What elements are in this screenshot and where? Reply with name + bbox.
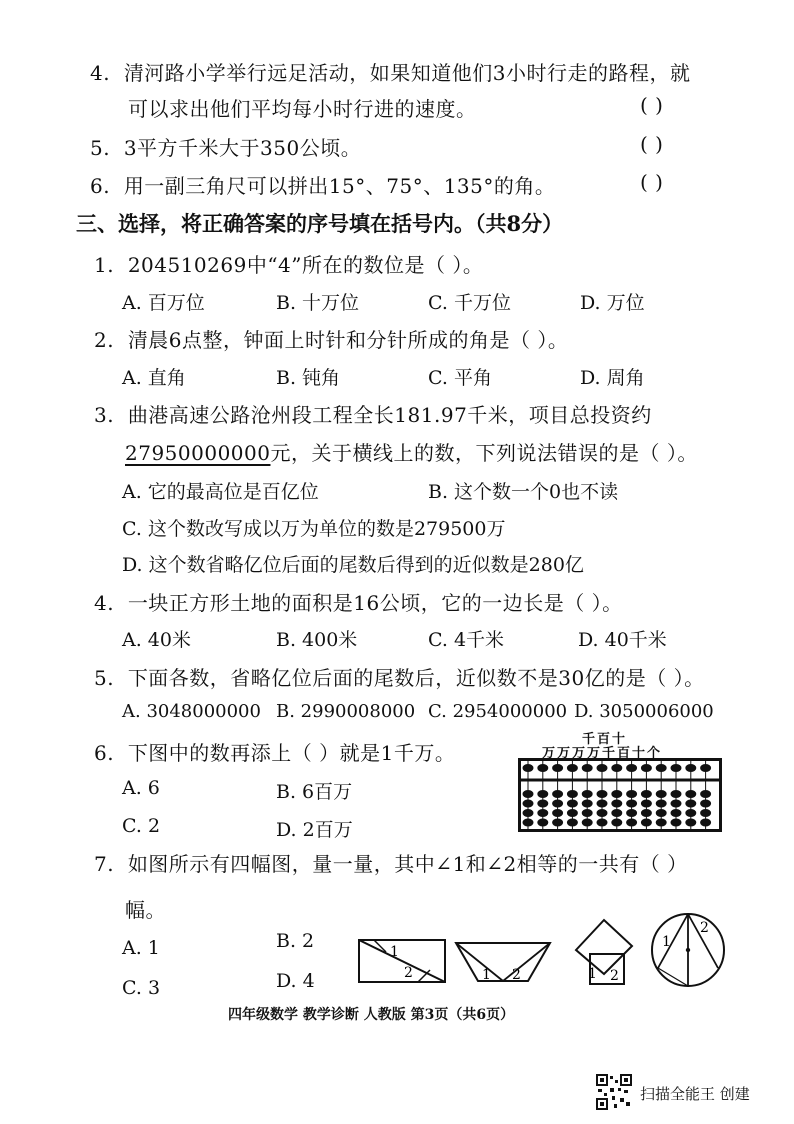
q1-option-b[interactable]: B. 十万位 <box>276 292 360 314</box>
abacus-bead <box>597 764 608 772</box>
q5-option-a[interactable]: A. 3048000000 <box>122 701 261 722</box>
abacus-bead <box>626 800 637 808</box>
abacus-bead <box>552 809 563 817</box>
angle-label-2: 2 <box>404 965 413 981</box>
abacus-bead <box>626 790 637 798</box>
abacus-bead <box>671 819 682 827</box>
abacus-bead <box>611 800 622 808</box>
q5-option-b[interactable]: B. 2990008000 <box>276 701 416 722</box>
q3-option-c[interactable]: C. 这个数改写成以万为单位的数是279500万 <box>122 518 506 540</box>
abacus-bead <box>567 800 578 808</box>
q6-option-d[interactable]: D. 2百万 <box>276 819 353 841</box>
q-text: 一块正方形土地的面积是16公顷，它的一边长是（ ）。 <box>127 591 623 615</box>
underlined-number: 27950000000 <box>125 441 271 465</box>
abacus-bead <box>537 800 548 808</box>
q7-stem-line2: 幅。 <box>125 898 166 922</box>
abacus-bead <box>656 790 667 798</box>
abacus-bead <box>656 764 667 772</box>
abacus-bead <box>523 819 534 827</box>
abacus-bead <box>552 764 563 772</box>
angle-label-1: 1 <box>390 944 399 960</box>
abacus-bead <box>567 764 578 772</box>
q6-stem <box>94 737 455 766</box>
q6-option-b[interactable]: B. 6百万 <box>276 781 353 803</box>
abacus-bead <box>523 800 534 808</box>
abacus-bead <box>700 800 711 808</box>
abacus-bead <box>582 764 593 772</box>
abacus-bead <box>611 764 622 772</box>
q7-option-d[interactable]: D. 4 <box>276 970 315 992</box>
q6-option-a[interactable]: A. 6 <box>122 777 160 799</box>
angle-label-1: 1 <box>588 966 597 982</box>
abacus-bead <box>552 819 563 827</box>
q2-option-a[interactable]: A. 直角 <box>122 367 186 389</box>
angle-label-1: 1 <box>662 934 671 950</box>
abacus-bead <box>685 790 696 798</box>
abacus-bead <box>656 809 667 817</box>
abacus-bead <box>685 800 696 808</box>
angle-label-2: 2 <box>512 967 521 983</box>
abacus-bead <box>656 819 667 827</box>
q3-option-a[interactable]: A. 它的最高位是百亿位 <box>122 481 319 503</box>
q2-option-b[interactable]: B. 钝角 <box>276 367 341 389</box>
q4-option-a[interactable]: A. 40米 <box>122 629 191 651</box>
q1-option-c[interactable]: C. 千万位 <box>428 292 511 314</box>
page-footer: 四年级数学 教学诊断 人教版 第3页（共6页） <box>228 1007 515 1023</box>
q1-option-d[interactable]: D. 万位 <box>580 292 645 314</box>
abacus-bead <box>537 790 548 798</box>
abacus-bead <box>641 809 652 817</box>
abacus-bead <box>523 790 534 798</box>
judge-6 <box>90 170 555 199</box>
abacus-bead <box>567 809 578 817</box>
section3-title: 三、选择，将正确答案的序号填在括号内。（共8分） <box>76 211 564 236</box>
abacus-bead <box>611 809 622 817</box>
item-text: 3平方千米大于350公顷。 <box>123 136 362 160</box>
abacus-bead <box>700 790 711 798</box>
abacus-bead <box>582 800 593 808</box>
abacus-bead <box>700 764 711 772</box>
q-number: 4. <box>94 591 115 615</box>
abacus-bead <box>537 764 548 772</box>
q-text: 曲港高速公路沧州段工程全长181.97千米，项目总投资约 <box>127 403 652 427</box>
abacus-label-bottom: 万万万万千百十个 <box>542 746 663 761</box>
abacus-bead <box>656 800 667 808</box>
q-text: 下图中的数再添上（ ）就是1千万。 <box>127 741 456 765</box>
abacus-bead <box>671 790 682 798</box>
q-text: 清晨6点整，钟面上时针和分针所成的角是（ ）。 <box>127 328 569 352</box>
q-number: 3. <box>94 403 115 427</box>
abacus-bead <box>671 800 682 808</box>
q3-stem-line1 <box>94 399 652 428</box>
abacus-bead <box>685 809 696 817</box>
abacus-bead <box>671 809 682 817</box>
abacus-bead <box>700 819 711 827</box>
abacus-bead <box>611 819 622 827</box>
q5-option-d[interactable]: D. 3050006000 <box>574 701 714 722</box>
q-number: 6. <box>94 741 115 765</box>
angle-label-1: 1 <box>482 967 491 983</box>
angle-figure-rectangle <box>356 912 448 984</box>
q4-option-c[interactable]: C. 4千米 <box>428 629 505 651</box>
q-text: 204510269中“4”所在的数位是（ ）。 <box>127 253 484 277</box>
abacus-bead <box>641 764 652 772</box>
qr-code-icon <box>596 1074 632 1110</box>
q7-option-a[interactable]: A. 1 <box>122 937 160 959</box>
q5-option-c[interactable]: C. 2954000000 <box>428 701 568 722</box>
abacus-label-top: 千百十 <box>582 732 628 747</box>
q3-option-d[interactable]: D. 这个数省略亿位后面的尾数后得到的近似数是280亿 <box>122 554 584 576</box>
q-number: 1. <box>94 253 115 277</box>
abacus-bead <box>567 819 578 827</box>
abacus-bead <box>597 790 608 798</box>
q2-option-d[interactable]: D. 周角 <box>580 367 645 389</box>
q-number: 5. <box>94 666 115 690</box>
q2-stem <box>94 324 568 353</box>
angle-figure-trapezoid <box>454 935 552 985</box>
abacus-bead <box>582 809 593 817</box>
item-text: 清河路小学举行远足活动，如果知道他们3小时行走的路程，就 <box>123 61 691 85</box>
abacus-bead <box>597 809 608 817</box>
abacus-bead <box>582 819 593 827</box>
abacus-bead <box>685 764 696 772</box>
answer-paren-6[interactable]: ( ) <box>640 170 664 194</box>
judge-4-line1 <box>90 57 691 86</box>
q1-stem <box>94 249 483 278</box>
q1-option-a[interactable]: A. 百万位 <box>122 292 205 314</box>
q4-option-d[interactable]: D. 40千米 <box>578 629 667 651</box>
q6-option-c[interactable]: C. 2 <box>122 815 161 837</box>
abacus-bead <box>626 764 637 772</box>
q4-stem <box>94 587 623 616</box>
abacus-bead <box>552 790 563 798</box>
abacus-bead <box>641 790 652 798</box>
q5-stem <box>94 662 705 691</box>
angle-label-2: 2 <box>610 968 619 984</box>
q-number: 7. <box>94 852 115 876</box>
abacus-bead <box>700 809 711 817</box>
abacus-bead <box>552 800 563 808</box>
item-number: 5. <box>90 136 111 160</box>
abacus-bead <box>685 819 696 827</box>
q-number: 2. <box>94 328 115 352</box>
q7-option-b[interactable]: B. 2 <box>276 930 315 952</box>
abacus-bead <box>597 819 608 827</box>
answer-paren-5[interactable]: ( ) <box>640 132 664 156</box>
abacus-figure <box>518 758 722 832</box>
q2-option-c[interactable]: C. 平角 <box>428 367 492 389</box>
q3-option-b[interactable]: B. 这个数一个0也不读 <box>428 481 619 503</box>
q3-stem-line2 <box>125 437 698 466</box>
abacus-bead <box>597 800 608 808</box>
abacus-bead <box>611 790 622 798</box>
q7-stem-line1 <box>94 848 688 877</box>
item-number: 4. <box>90 61 111 85</box>
abacus-bead <box>626 819 637 827</box>
q4-option-b[interactable]: B. 400米 <box>276 629 358 651</box>
abacus-bead <box>626 809 637 817</box>
scanner-brand: 扫描全能王 创建 <box>640 1085 750 1103</box>
abacus-bead <box>641 800 652 808</box>
abacus-bead <box>641 819 652 827</box>
q-text: 下面各数，省略亿位后面的尾数后，近似数不是30亿的是（ ）。 <box>127 666 705 690</box>
abacus-bead <box>582 790 593 798</box>
judge-5 <box>90 132 361 161</box>
judge-4-line2: 可以求出他们平均每小时行进的速度。 <box>128 97 477 121</box>
abacus-bead <box>537 819 548 827</box>
q7-option-c[interactable]: C. 3 <box>122 977 161 999</box>
answer-paren-4[interactable]: ( ) <box>640 93 664 117</box>
abacus-bead <box>523 809 534 817</box>
abacus-bead <box>671 764 682 772</box>
abacus-bead <box>567 790 578 798</box>
angle-figure-squares <box>566 912 642 986</box>
item-text: 用一副三角尺可以拼出15°、75°、135°的角。 <box>123 174 556 198</box>
q-text: 如图所示有四幅图，量一量，其中∠1和∠2相等的一共有（ ） <box>127 852 688 876</box>
abacus-bead <box>523 764 534 772</box>
q-text: 元，关于横线上的数，下列说法错误的是（ ）。 <box>270 441 698 465</box>
abacus-bead <box>537 809 548 817</box>
angle-label-2: 2 <box>700 920 709 936</box>
item-number: 6. <box>90 174 111 198</box>
angle-figure-circle <box>648 910 728 990</box>
